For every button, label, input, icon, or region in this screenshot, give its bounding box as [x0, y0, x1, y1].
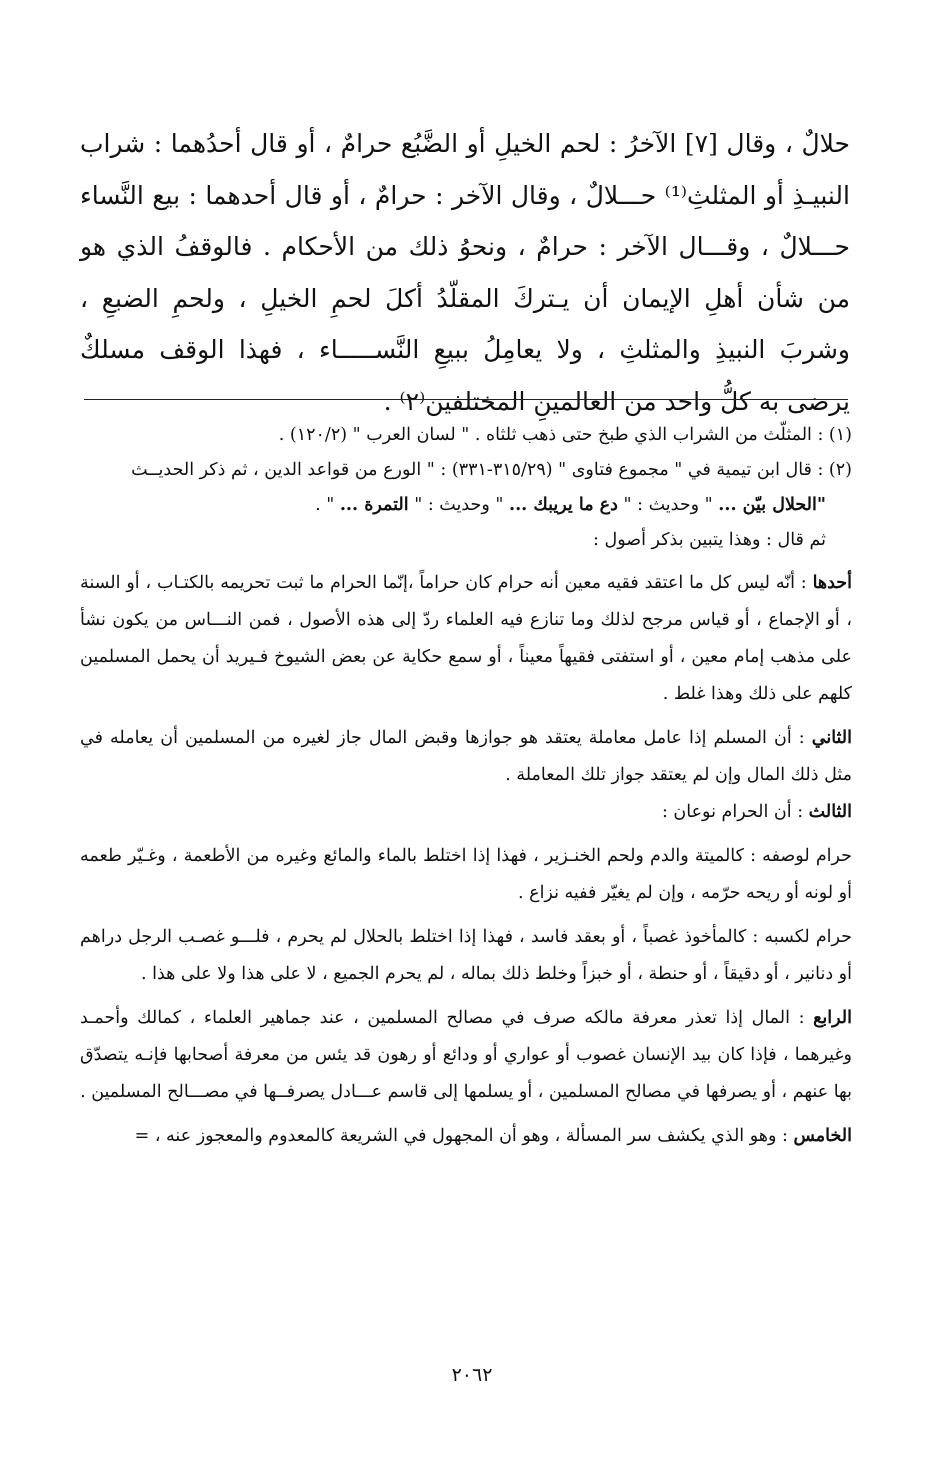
- principle-fifth-text: : وهو الذي يكشف سر المسألة ، وهو أن المجهول في الشريعة كالمعدوم والمعجوز عنه ، =: [134, 1126, 788, 1146]
- footnote-2-hadith-list: [80, 488, 852, 523]
- principle-first-text: : أنّه ليس كل ما اعتقد فقيه معين أنه حرام كان حراماً ،إنّما الحرام ما ثبت تحريمه بالكتـاب ، أو السنة ، أو الإجماع ، أو قياس مرجح لذلك وما تنازع فيه العلماء ردّ إلى هذه الأصول ، فمن النـــاس من يكون نشأ على مذهب إمام معين ، أو استفتى فقيهاً معيناً ، أو سمع حكاية عن بعض الشيوخ فـيريد أن يحمل المسلمين كلهم على ذلك وهذا غلط .: [80, 573, 852, 704]
- principle-second-label: الثاني: [811, 728, 852, 748]
- footnotes-block: [80, 418, 852, 1155]
- principle-fourth: [80, 1000, 852, 1111]
- principle-second-text: : أن المسلم إذا عامل معاملة يعتقد هو جوازها وقبض المال جاز لغيره من المسلمين أن يعامله في مثل ذلك المال وإن لم يعتقد جواز تلك المعاملة .: [80, 728, 852, 785]
- then-said-line: ثم قال : وهذا يتبين بذكر أصول :: [593, 530, 826, 550]
- third-type-2: حرام لكسبه : كالمأخوذ غصباً ، أو بعقد فاسد ، فهذا إذا اختلط بالحلال لم يحرم ، فلـــو غصـب الرجل دراهم أو دنانير ، أو دقيقاً ، أو حنطة ، أو خبزاً وخلط ذلك بماله ، لم يحرم الجميع ، لا على هذا ولا على هذا .: [80, 927, 852, 984]
- hadith-sep-1: " وحديث : ": [623, 495, 713, 515]
- footnote-1: (١) : المثلّث من الشراب الذي طبخ حتى ذهب ثلثاه . " لسان العرب " (١٢٠/٢) .: [278, 425, 852, 445]
- footnote-separator: [84, 399, 848, 400]
- third-type-1: حرام لوصفه : كالميتة والدم ولحم الخنـزير ، فهذا إذا اختلط بالماء والمائع وغيره من الأطعمة ، وغـيّر طعمه أو لونه أو ريحه حرّمه ، وإن لم يغيّر ففيه نزاع .: [80, 846, 852, 903]
- principle-fifth: [80, 1118, 852, 1155]
- footnote-2-intro: (٢) : قال ابن تيمية في " مجموع فتاوى " (٣١٥/٢٩-٣٣١) : " الورع من قواعد الدين ، ثم ذكر الحديــث: [131, 460, 852, 480]
- hadith-halal: "الحلال بيّن ...: [718, 495, 826, 515]
- main-paragraph: حلالٌ ، وقال [٧] الآخرُ : لحم الخيلِ أو الضَّبُع حرامٌ ، أو قال أحدُهما : شراب النبيـذِ أو المثلثِ⁽¹⁾ حـــلالٌ ، وقال الآخر : حرامٌ ، أو قال أحدهما : بيع النَّساء حـــلالٌ ، وقـــال الآخر : حرامٌ ، ونحوُ ذلك من الأحكام . فالوقفُ الذي هو من شأن أهلِ الإيمان أن يـتركَ المقلّدُ أكلَ لحمِ الخيلِ ، ولحمِ الضبعِ ، وشربَ النبيذِ والمثلثِ ، ولا يعامِلُ ببيعِ النَّســـــاء ، فهذا الوقف مسلكٌ يرضى به كلُّ واحد من العالمينِ المختلفين⁽٢⁾ .: [80, 129, 850, 416]
- principle-first: [80, 565, 852, 713]
- principle-first-label: أحدها: [812, 573, 852, 593]
- hadith-da: دع ما يريبك ...: [509, 495, 618, 515]
- principle-third: [80, 794, 852, 831]
- principle-fifth-label: الخامس: [793, 1126, 852, 1146]
- hadith-tamra: التمرة ...: [339, 495, 409, 515]
- hadith-end: " .: [315, 495, 335, 515]
- principle-fourth-label: الرابع: [813, 1008, 852, 1028]
- principle-third-label: الثالث: [808, 802, 852, 822]
- principle-third-text: : أن الحرام نوعان :: [661, 802, 804, 822]
- main-text-block: [80, 118, 850, 427]
- page-number: ٢٠٦٢: [451, 1364, 493, 1386]
- principle-second: [80, 720, 852, 794]
- hadith-sep-2: " وحديث : ": [414, 495, 504, 515]
- principle-fourth-text: : المال إذا تعذر معرفة مالكه صرف في مصالح المسلمين ، عند جماهير العلماء ، كمالك وأحمـد وغيرهما ، فإذا كان بيد الإنسان غصوب أو عواري أو ودائع أو رهون قد يئس من معرفة أصحابها فإنـه يتصدّق بها عنهم ، أو يصرفها في مصالح المسلمين ، أو يسلمها إلى قاسم عـــادل يصرفــها في مصـــالح المسلمين .: [80, 1008, 852, 1102]
